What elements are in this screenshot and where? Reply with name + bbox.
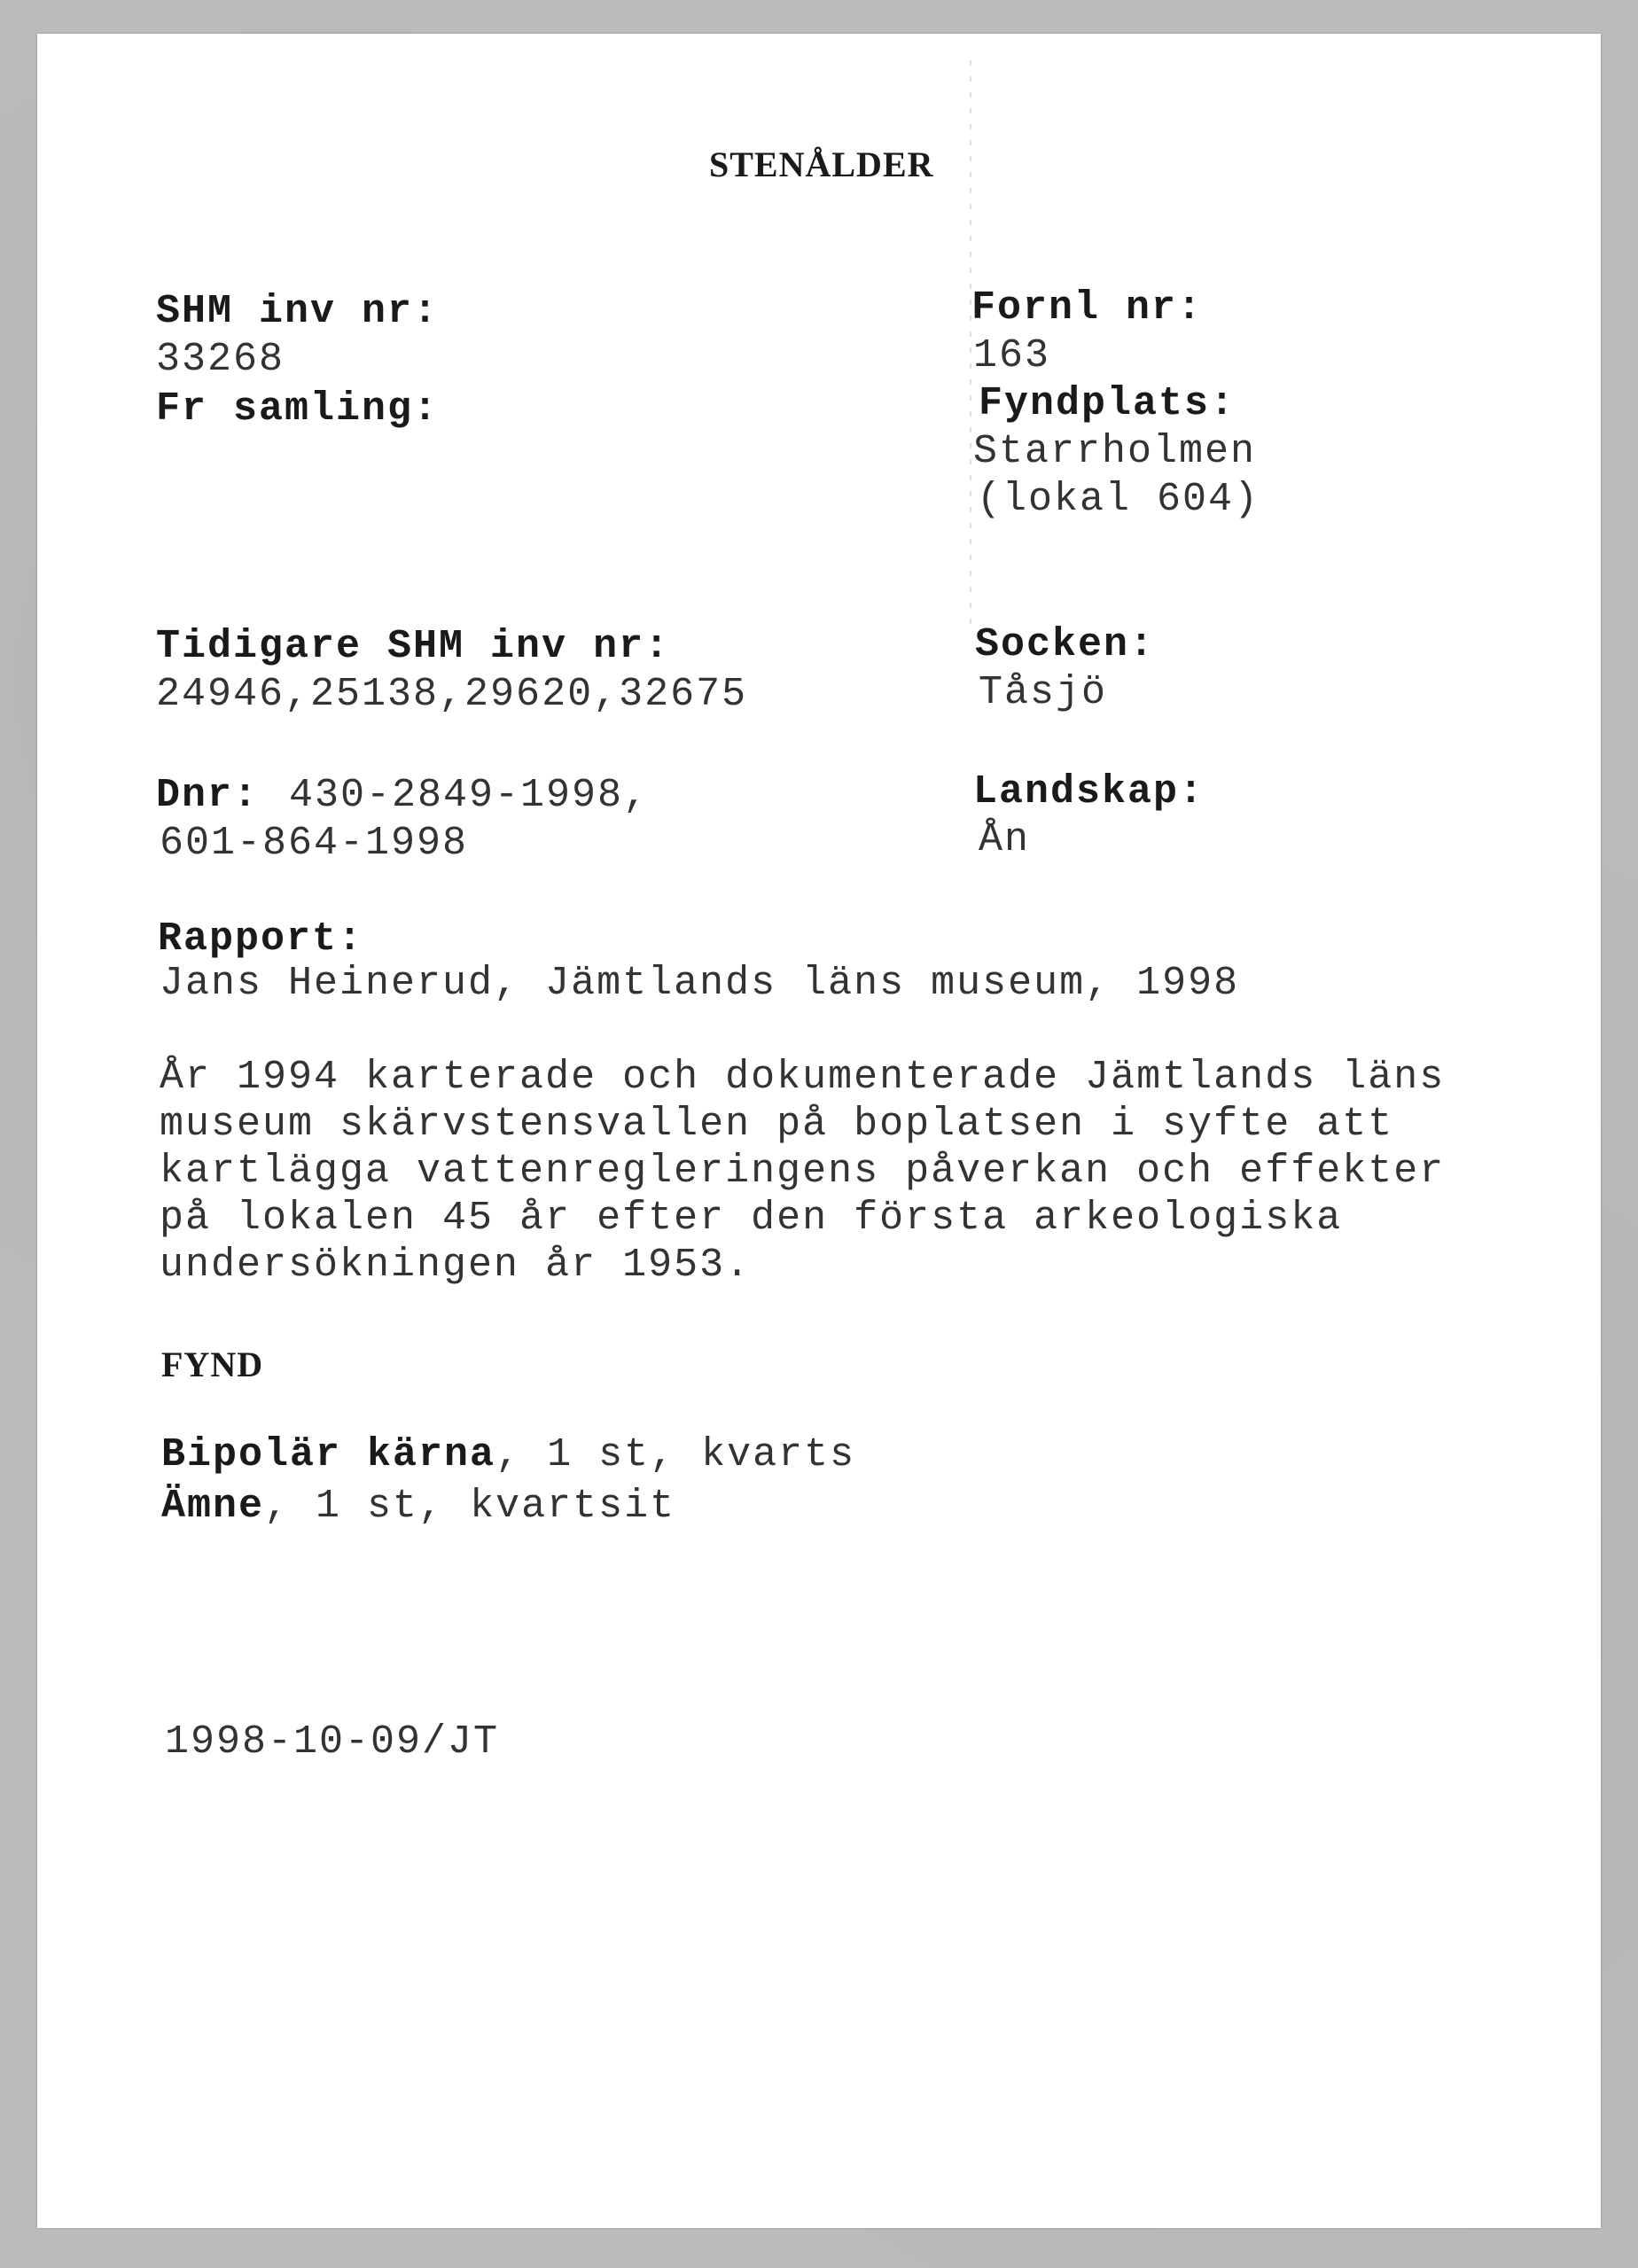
inv-value: 33268 — [156, 337, 285, 382]
description-line: År 1994 karterade och dokumenterade Jämtlands läns — [160, 1055, 1446, 1100]
description-line: kartlägga vattenregleringens påverkan och effekter — [160, 1149, 1446, 1194]
description-line: på lokalen 45 år efter den första arkeologiska — [160, 1196, 1343, 1241]
tidigare-value: 24946,25138,29620,32675 — [156, 672, 748, 717]
fynd-item — [161, 1432, 855, 1478]
landskap-value: Ån — [979, 817, 1031, 862]
page-title: STENÅLDER — [709, 144, 934, 184]
dnr-label: Dnr: — [156, 773, 260, 818]
fynd-item-name: Bipolär kärna — [161, 1432, 496, 1477]
signature-date: 1998-10-09/JT — [165, 1719, 500, 1765]
fynd-item-detail: , 1 st, kvarts — [495, 1432, 856, 1477]
dnr-value-1: 430-2849-1998, — [289, 773, 650, 818]
fold-mark — [970, 60, 971, 627]
fyndplats-value-2: (lokal 604) — [977, 477, 1260, 522]
socken-value: Tåsjö — [979, 670, 1108, 715]
fynd-heading: FYND — [161, 1344, 264, 1384]
fyndplats-label: Fyndplats: — [979, 381, 1236, 426]
socken-label: Socken: — [975, 622, 1156, 667]
fynd-item-name: Ämne — [161, 1484, 265, 1529]
inv-label: SHM inv nr: — [156, 289, 440, 334]
rapport-label: Rapport: — [158, 916, 364, 962]
tidigare-label: Tidigare SHM inv nr: — [156, 624, 671, 669]
fornl-label: Fornl nr: — [971, 285, 1204, 331]
dnr-value-2: 601-864-1998 — [160, 821, 469, 866]
samling-label: Fr samling: — [156, 386, 440, 432]
rapport-value: Jans Heinerud, Jämtlands läns museum, 1998 — [160, 961, 1240, 1006]
fyndplats-value-1: Starrholmen — [973, 429, 1257, 474]
landskap-label: Landskap: — [973, 769, 1205, 814]
fynd-item — [161, 1484, 675, 1530]
fynd-item-detail: , 1 st, kvartsit — [264, 1484, 676, 1529]
description-line: museum skärvstensvallen på boplatsen i syfte att — [160, 1102, 1394, 1147]
description-line: undersökningen år 1953. — [160, 1243, 752, 1288]
fornl-value: 163 — [973, 333, 1051, 378]
